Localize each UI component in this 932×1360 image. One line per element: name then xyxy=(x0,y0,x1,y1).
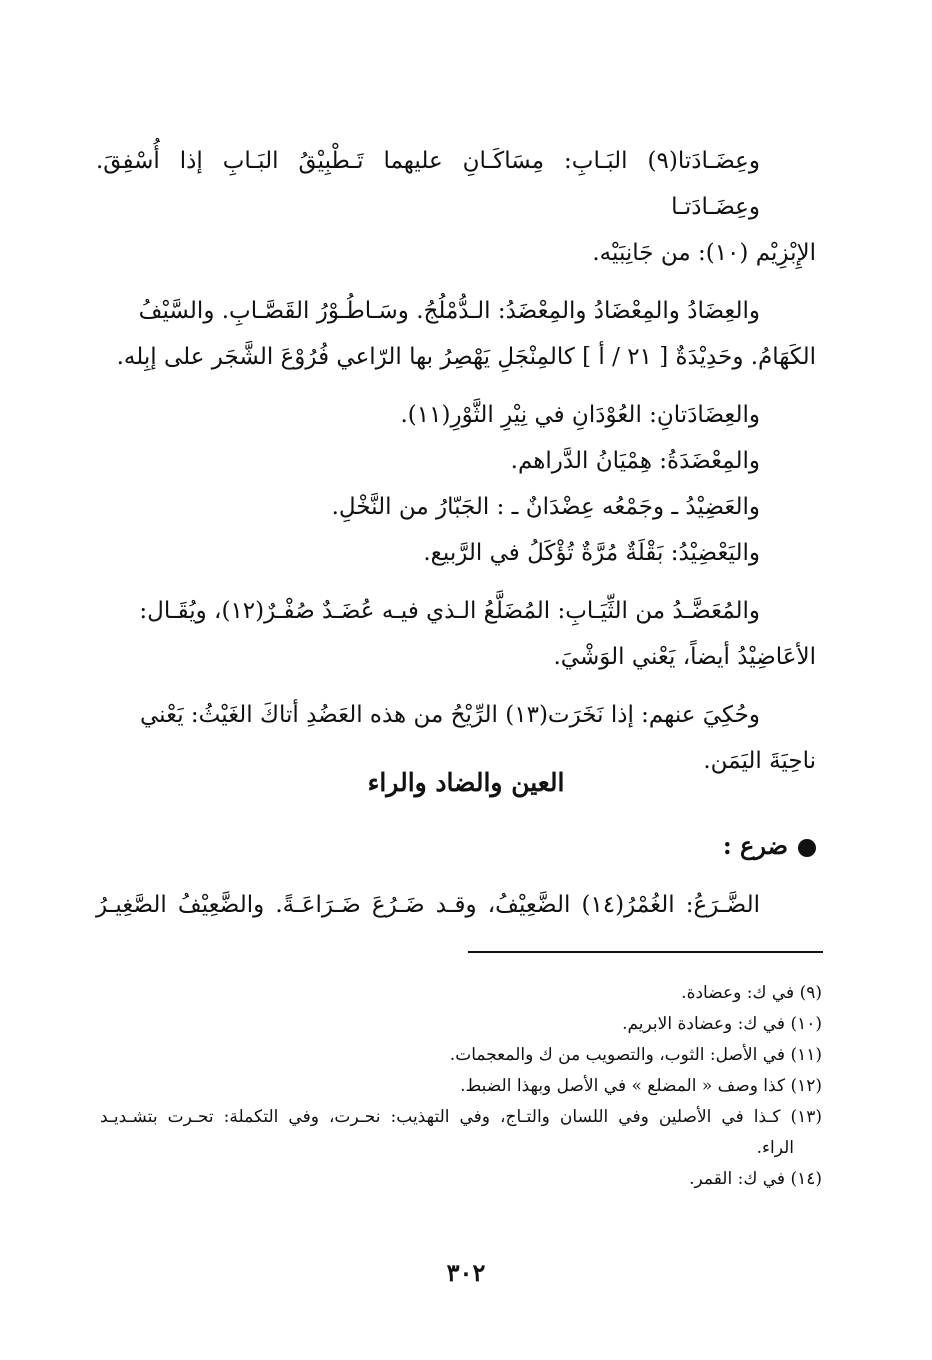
paragraph-line: الإِبْزِيْم (١٠): من جَانِبَيْه. xyxy=(592,240,816,266)
paragraph-line: واليَعْضِيْدُ: بَقْلَةٌ مُرَّةٌ تُؤْكَلُ في الرَّبيع. xyxy=(423,540,760,566)
footnote-continuation: الراء. xyxy=(756,1138,794,1158)
footnote: (١١) في الأصل: الثوب، والتصويب من ك والمعجمات. xyxy=(449,1045,822,1065)
footnote: (١٣) كـذا في الأصلين وفي اللسان والتـاج، وفي التهذيب: نحـرت، وفي التكملة: تحـرت بتشـديـد xyxy=(100,1107,822,1127)
footnote: (١٢) كذا وصف « المضلع » في الأصل وبهذا الضبط. xyxy=(460,1076,822,1096)
paragraph-line: ناحِيَةَ اليَمَن. xyxy=(703,748,816,774)
paragraph-line: والعِضَادُ والمِعْضَادُ والمِعْضَدُ: الـدُّمْلُجُ. وسَـاطُـوْرُ القَصَّـابِ. والسَّيْفُ xyxy=(138,298,760,324)
paragraph-line: والمُعَضَّـدُ من الثِّيَـابِ: المُضَلَّعُ الـذي فيـه عُضَـدٌ صُفْـرٌ(١٢)، ويُقَـال: xyxy=(139,598,760,624)
paragraph-line: الكَهَامُ. وحَدِيْدَةٌ [ ٢١ / أ ] كالمِنْجَلِ يَهْصِرُ بها الرّاعي فُرُوْعَ الشَّجَر على إبِله. xyxy=(116,344,816,370)
bullet-icon xyxy=(798,839,816,857)
page-number: ٣٠٢ xyxy=(446,1258,486,1287)
paragraph-line: والعِضَادَتانِ: العُوْدَانِ في نِيْرِ الثَّوْرِ(١١). xyxy=(400,402,760,428)
footnote: (٩) في ك: وعضادة. xyxy=(681,983,822,1003)
paragraph-4 xyxy=(96,588,816,680)
footnote: (١٤) في ك: القمر. xyxy=(689,1169,822,1189)
paragraph-3 xyxy=(96,392,816,576)
footnote: (١٠) في ك: وعضادة الابريم. xyxy=(622,1014,822,1034)
paragraph-line: والمِعْضَدَةُ: هِمْيَانُ الدَّراهم. xyxy=(510,448,760,474)
paragraph-line: وعِضَـادَتا(٩) البَـابِ: مِسَاكَـانِ عليهما تَـطْبِيْقُ البَـابِ إذا أُسْفِقَ. وعِضَـادَتـا xyxy=(96,148,760,220)
paragraph-2 xyxy=(96,288,816,380)
footnote-divider xyxy=(468,951,823,953)
paragraph-line: الأعَاضِيْدُ أيضاً، يَعْني الوَشْيَ. xyxy=(553,644,816,670)
entry-text xyxy=(96,882,816,928)
paragraph-1 xyxy=(96,138,816,276)
entry-heading xyxy=(96,826,816,866)
entry-heading-label: ضرع : xyxy=(722,831,788,860)
footnotes xyxy=(100,978,822,1195)
main-text xyxy=(96,138,816,796)
section-title: العين والضاد والراء xyxy=(367,768,565,797)
paragraph-line: والعَضِيْدُ ـ وجَمْعُه عِضْدَانٌ ـ : الجَبّارُ من النَّخْلِ. xyxy=(331,494,760,520)
paragraph-line: وحُكِيَ عنهم: إذا نَخَرَت(١٣) الرِّيْحُ من هذه العَضُدِ أتاكَ الغَيْثُ: يَعْني xyxy=(140,702,760,728)
entry-text-line: الضَّـرَعُ: الغُمْرُ(١٤) الضَّعِيْفُ، وقـد ضَـرُعَ ضَـرَاعَـةً. والضَّعِيْفُ الصَّغِيـرُ xyxy=(96,892,760,918)
